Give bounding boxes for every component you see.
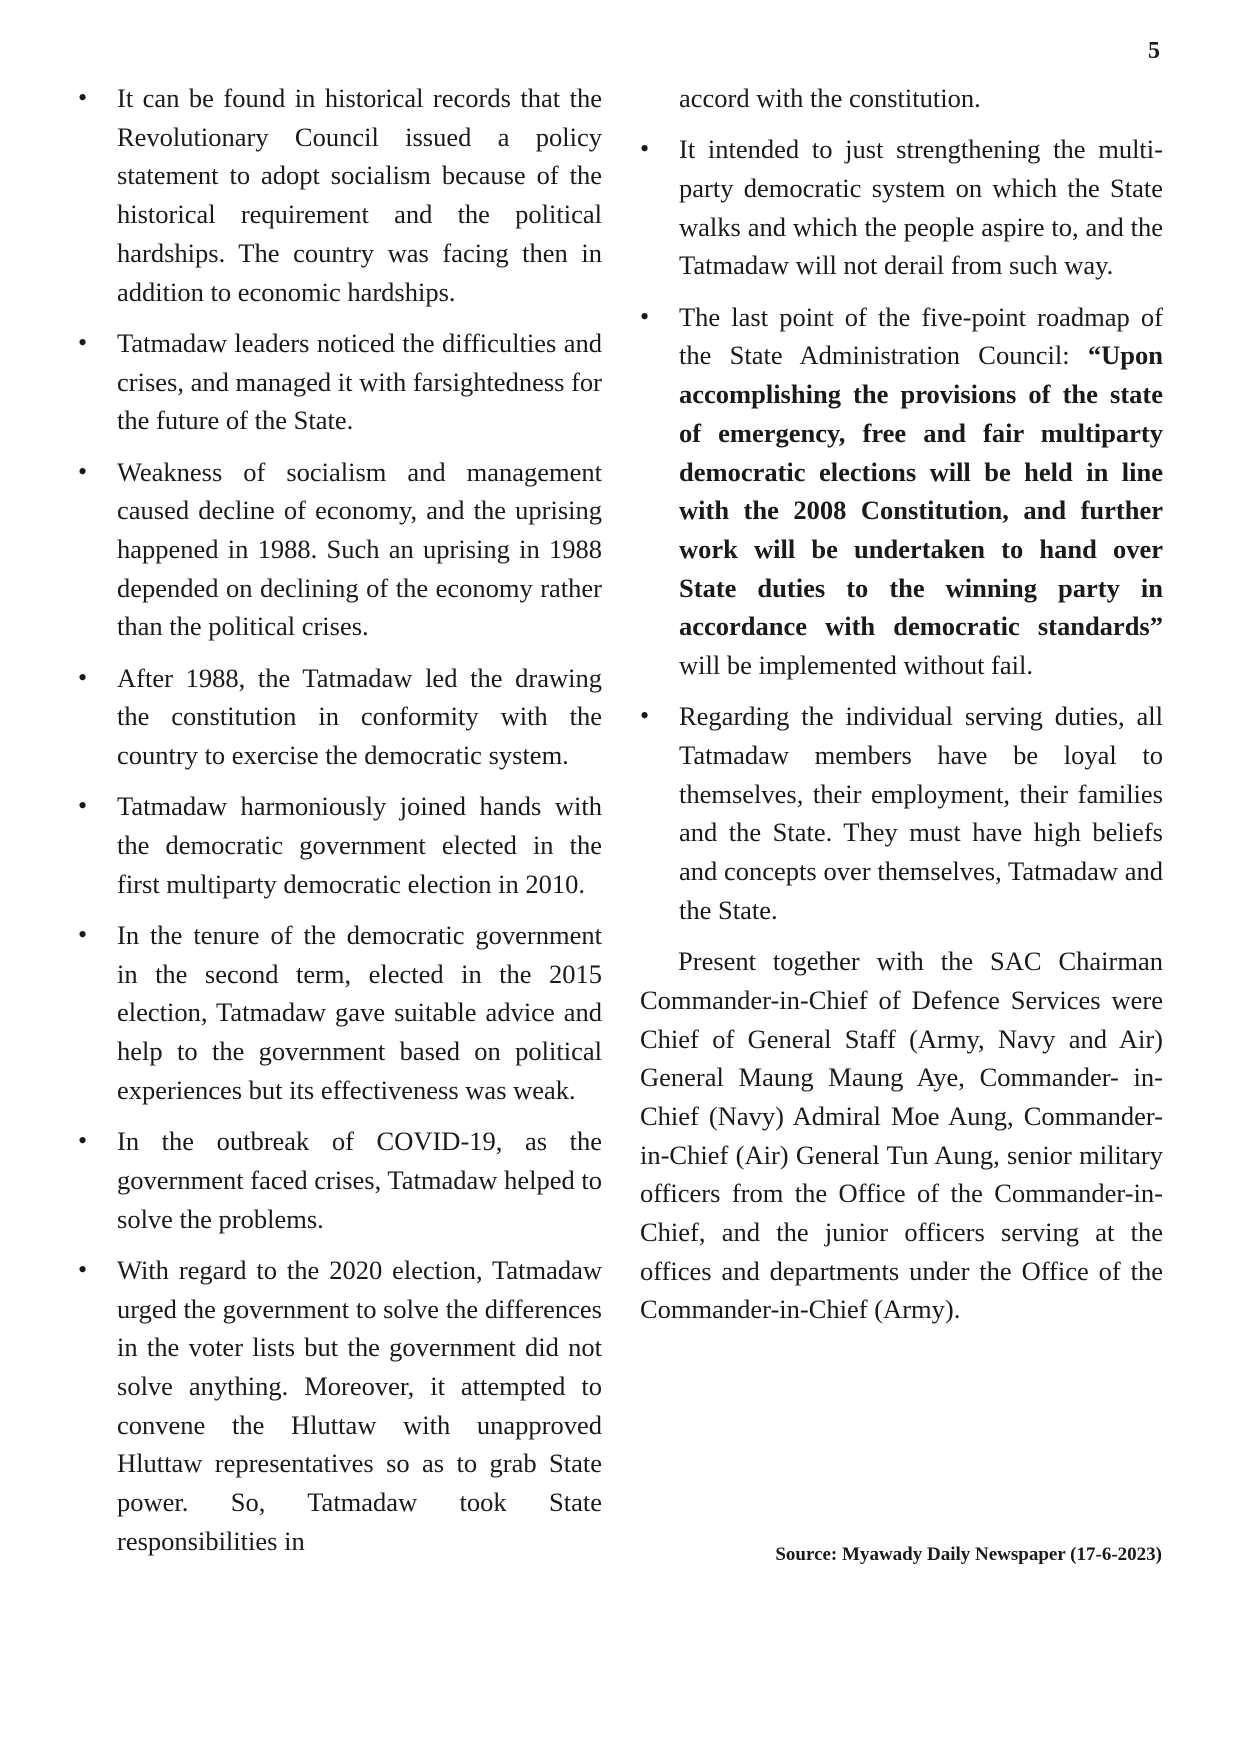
source-citation: Source: Myawady Daily Newspaper (17-6-2023) (775, 1544, 1162, 1565)
right-column (640, 79, 1163, 1329)
left-bullet-list (78, 79, 602, 1560)
roadmap-outro: will be implemented without fail. (679, 650, 1033, 681)
bullet-item: • In the tenure of the democratic government in the second term, elected in the 2015 election, Tatmadaw gave suitable advice and help to the government based on political experiences but its effectiveness was weak. (78, 916, 602, 1110)
bullet-item: • Regarding the individual serving duties, all Tatmadaw members have be loyal to themselves, their employment, their families and the State. They must have high beliefs and concepts over themselves, Tatmadaw and the State. (640, 697, 1163, 929)
bullet-item: • It can be found in historical records that the Revolutionary Council issued a policy statement to adopt socialism because of the historical requirement and the political hardships. The country was facing then in addition to economic hardships. (78, 79, 602, 311)
bullet-item-roadmap (640, 298, 1163, 685)
bullet-item: • With regard to the 2020 election, Tatmadaw urged the government to solve the differences in the voter lists but the government did not solve anything. Moreover, it attempted to convene the Hluttaw with unapproved Hluttaw representatives so as to grab State power. So, Tatmadaw took State responsibilities in (78, 1251, 602, 1561)
continued-text: accord with the constitution. (679, 83, 981, 113)
page-number: 5 (1148, 38, 1160, 64)
bullet-item: • In the outbreak of COVID-19, as the government faced crises, Tatmadaw helped to solve the problems. (78, 1122, 602, 1238)
right-bullet-list (640, 130, 1163, 929)
roadmap-quote: “Upon accomplishing the provisions of the state of emergency, free and fair multiparty democratic elections will be held in line with the 2008 Constitution, and further work will be undertaken to hand over State duties to the winning party in accordance with democratic standards” (679, 340, 1163, 642)
attendees-paragraph: Present together with the SAC Chairman Commander-in-Chief of Defence Services were Chief of General Staff (Army, Navy and Air) General Maung Maung Aye, Commander- in-Chief (Navy) Admiral Moe Aung, Commander-in-Chief (Air) General Tun Aung, senior military officers from the Office of the Commander-in-Chief, and the junior officers serving at the offices and departments under the Office of the Commander-in-Chief (Army). (640, 946, 1163, 1325)
bullet-item: • Tatmadaw leaders noticed the difficulties and crises, and managed it with farsightedness for the future of the State. (78, 324, 602, 440)
bullet-item: • Weakness of socialism and management caused decline of economy, and the uprising happened in 1988. Such an uprising in 1988 depended on declining of the economy rather than the political crises. (78, 453, 602, 647)
bullet-item: • It intended to just strengthening the multi-party democratic system on which the State walks and which the people aspire to, and the Tatmadaw will not derail from such way. (640, 130, 1163, 285)
roadmap-intro: The last point of the five-point roadmap of the State Administration Council: (679, 301, 1163, 371)
left-column (78, 79, 602, 1573)
bullet-item: • After 1988, the Tatmadaw led the drawing the constitution in conformity with the country to exercise the democratic system. (78, 659, 602, 775)
bullet-item: • Tatmadaw harmoniously joined hands with the democratic government elected in the first multiparty democratic election in 2010. (78, 787, 602, 903)
